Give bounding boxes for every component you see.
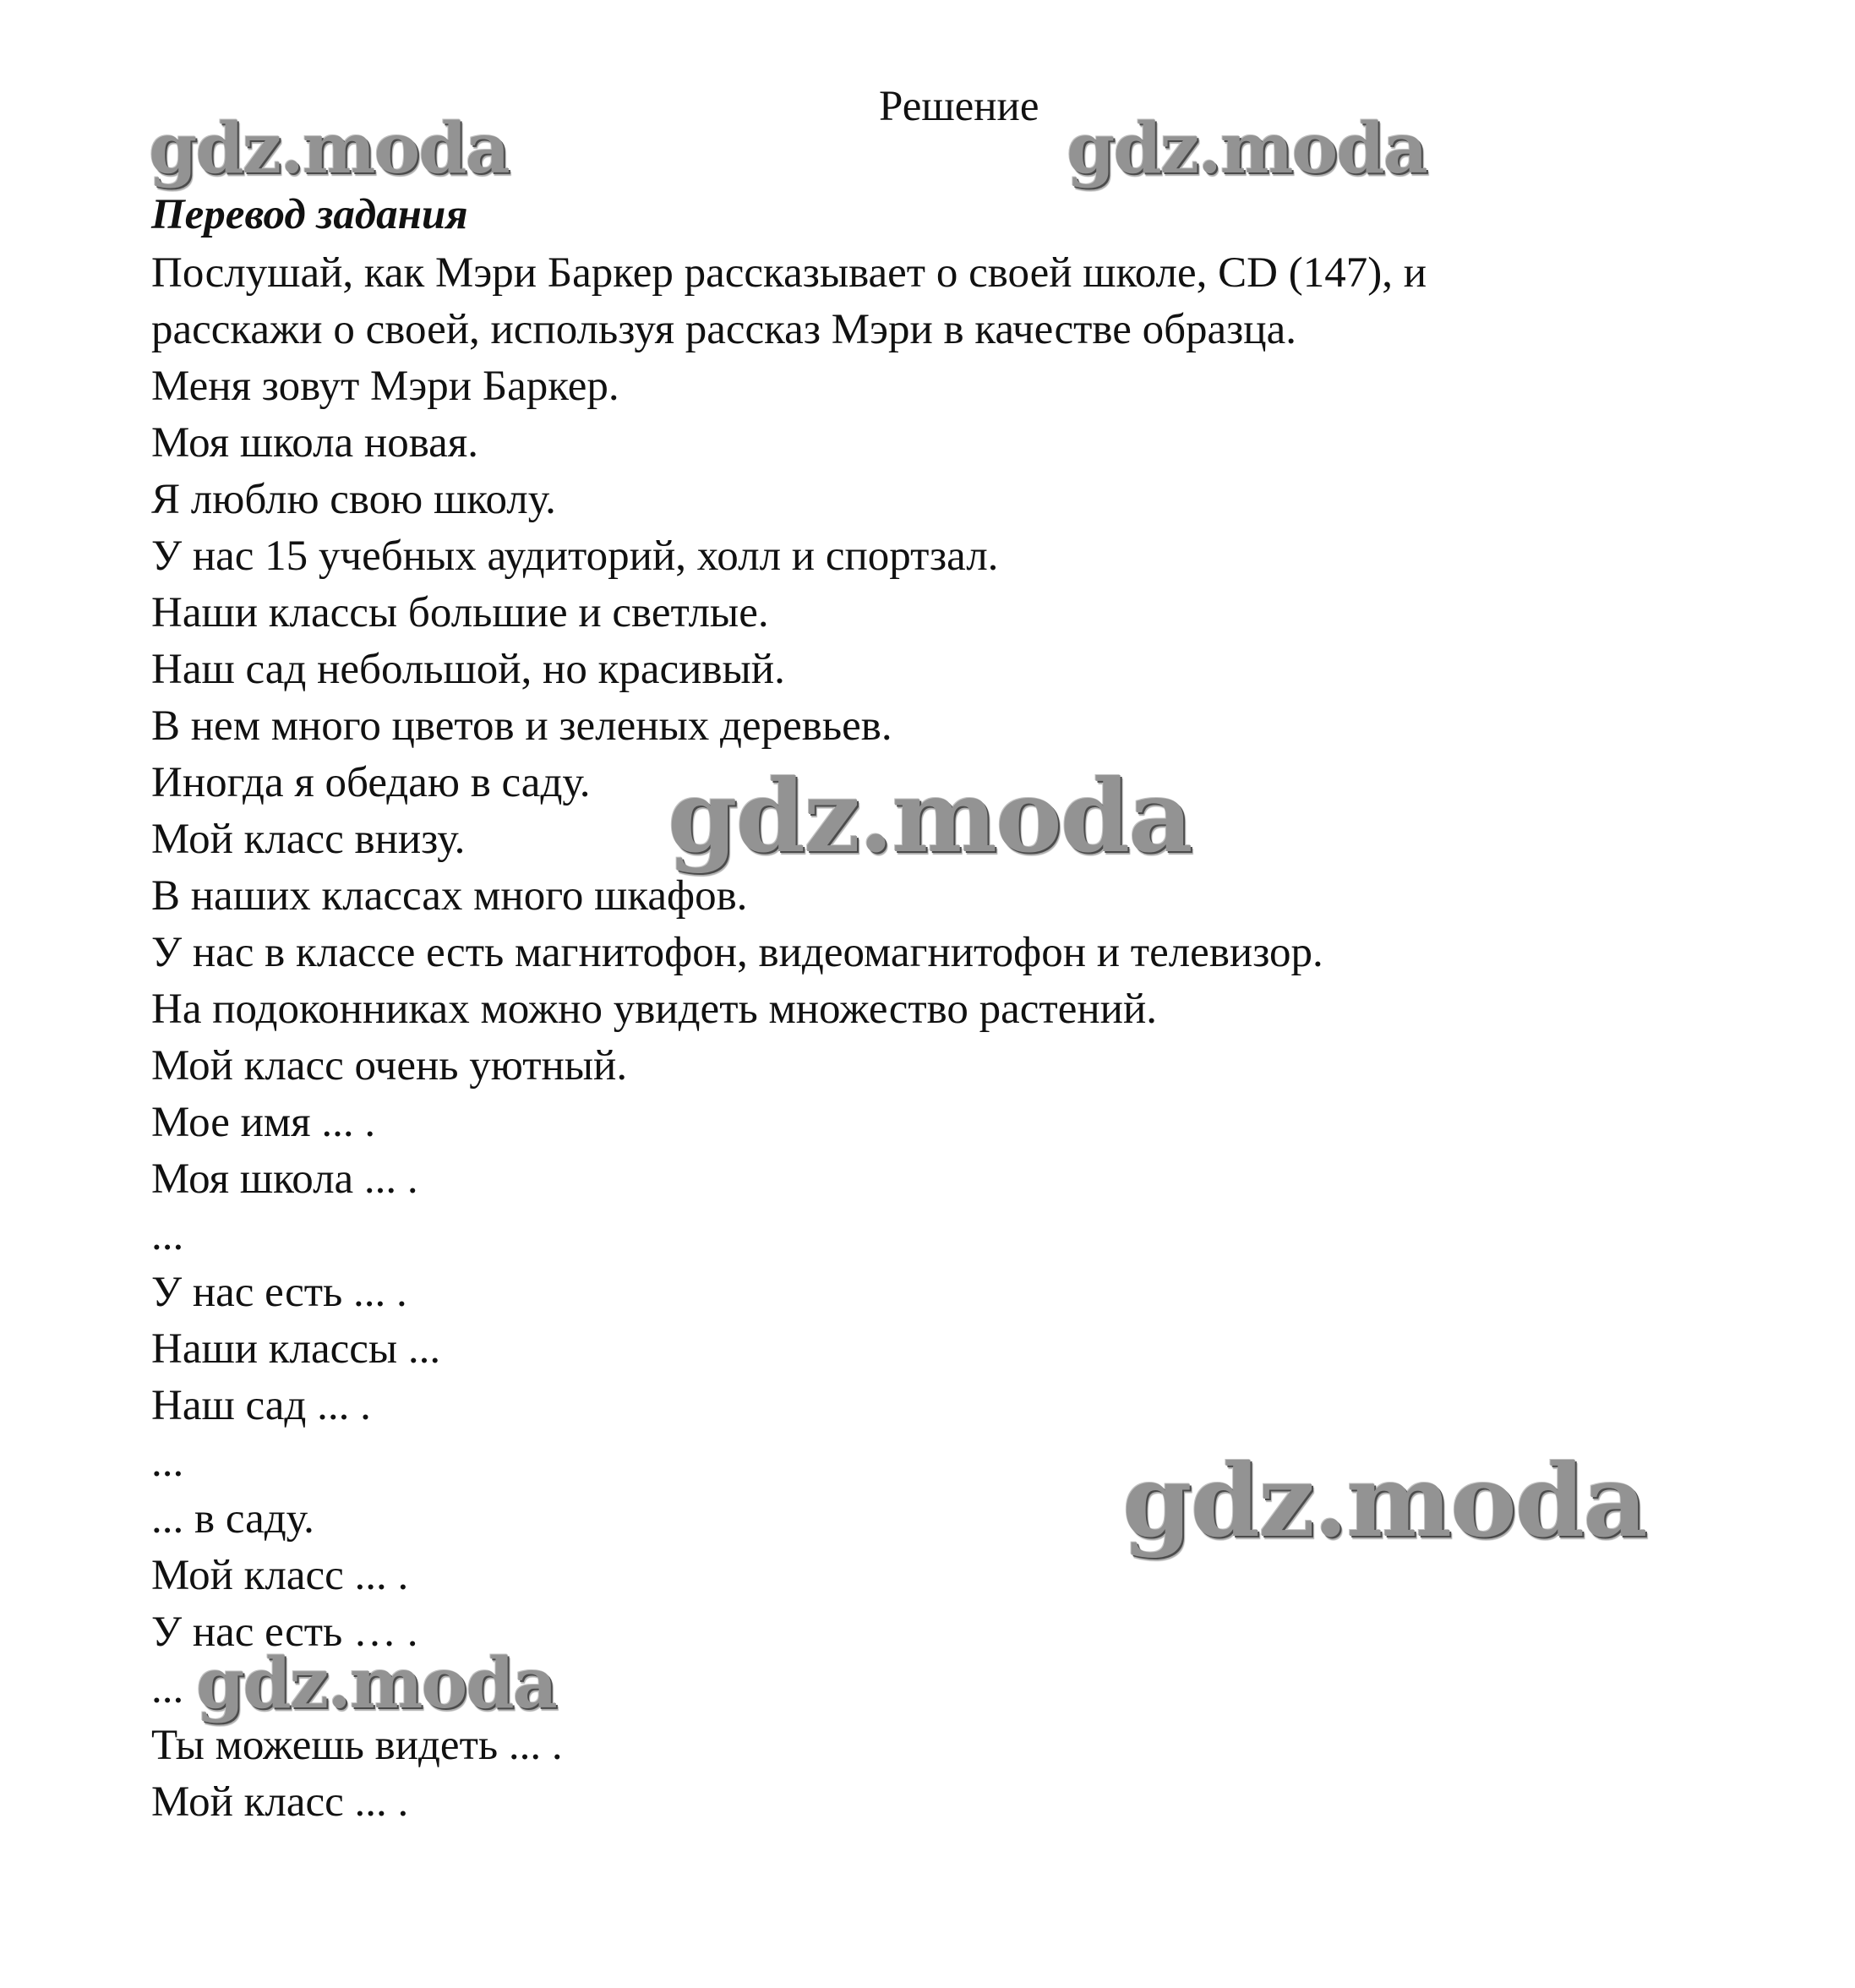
text-line: ... в саду. <box>151 1495 314 1543</box>
text-line: Наш сад небольшой, но красивый. <box>151 646 785 693</box>
text-line: Меня зовут Мэри Баркер. <box>151 363 619 410</box>
text-line: У нас есть … . <box>151 1608 418 1656</box>
text-line: Послушай, как Мэри Баркер рассказывает о своей школе, CD (147), и <box>151 249 1427 297</box>
watermark: gdz.moda <box>1067 108 1427 189</box>
text-line: Моя школа ... . <box>151 1155 418 1203</box>
text-line: Мой класс очень уютный. <box>151 1042 628 1090</box>
task-title: Перевод задания <box>151 191 468 238</box>
text-line: Я люблю свою школу. <box>151 476 556 523</box>
text-line: ... <box>151 1439 184 1486</box>
text-line: Наши классы ... <box>151 1325 441 1373</box>
text-line: У нас в классе есть магнитофон, видеомагнитофон и телевизор. <box>151 929 1323 976</box>
text-line: Мое имя ... . <box>151 1099 376 1146</box>
text-line: Моя школа новая. <box>151 419 478 467</box>
body-text <box>151 245 1757 1831</box>
text-line: ... <box>151 1212 184 1259</box>
text-line: Мой класс ... . <box>151 1552 409 1599</box>
text-line: Мой класс ... . <box>151 1778 409 1826</box>
text-line: ... <box>151 1665 184 1712</box>
text-line: расскажи о своей, используя рассказ Мэри в качестве образца. <box>151 306 1296 353</box>
text-line: Иногда я обедаю в саду. <box>151 759 591 806</box>
text-line: Наши классы большие и светлые. <box>151 589 769 636</box>
text-line: У нас есть ... . <box>151 1269 407 1316</box>
watermark: gdz.moda <box>668 757 1192 875</box>
text-line: В нем много цветов и зеленых деревьев. <box>151 702 892 750</box>
page-heading: Решение <box>879 83 1039 130</box>
text-line: У нас 15 учебных аудиторий, холл и спортзал. <box>151 532 999 580</box>
watermark: gdz.moda <box>1122 1442 1646 1559</box>
text-line: Наш сад ... . <box>151 1382 371 1429</box>
text-line: Ты можешь видеть ... . <box>151 1722 563 1769</box>
text-line: Мой класс внизу. <box>151 816 466 863</box>
text-line: В наших классах много шкафов. <box>151 872 748 920</box>
text-line: На подоконниках можно увидеть множество растений. <box>151 986 1157 1033</box>
watermark: gdz.moda <box>196 1643 556 1724</box>
watermark: gdz.moda <box>149 108 509 189</box>
